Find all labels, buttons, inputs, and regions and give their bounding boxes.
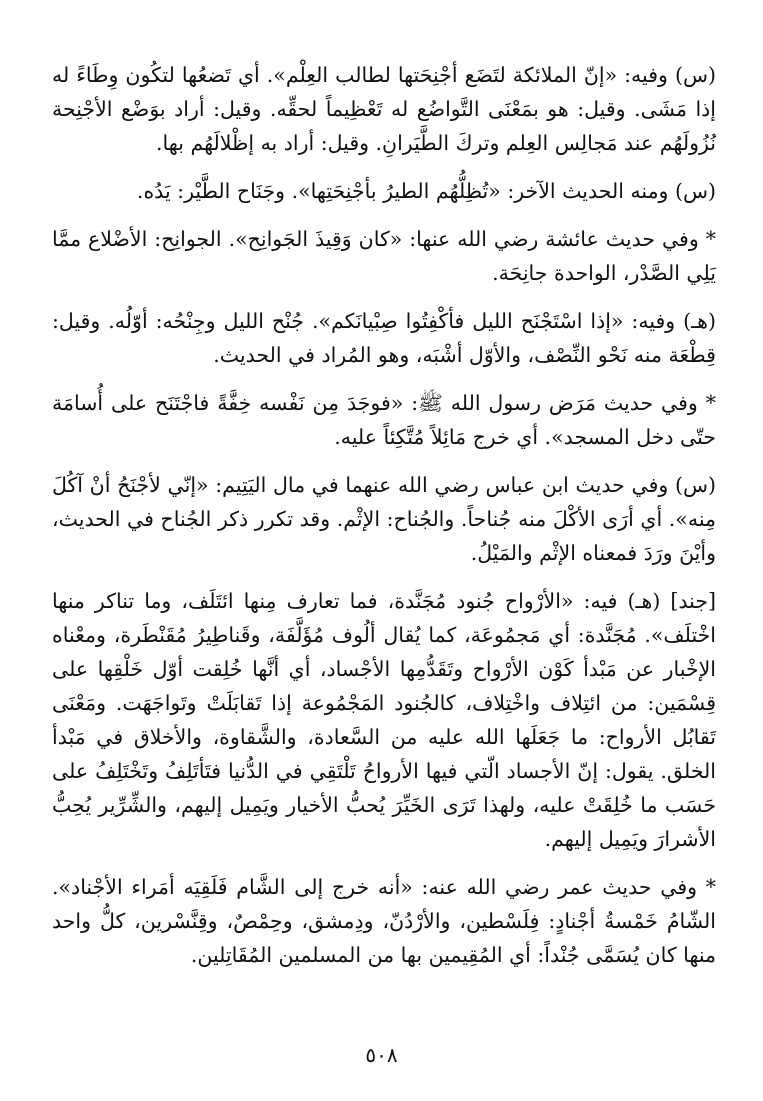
paragraph: (س) وفي حديث ابن عباس رضي الله عنهما في مال اليَتِيم: «إنّي لأجْنَحُ أنْ آكُلَ مِنه». أي أرَى الأكْلَ منه جُناحاً. والجُناح: الإثْم. وقد تكرر ذكر الجُناح في الحديث، وأيْنَ ورَدَ فمعناه الإثْم والمَيْلُ. (52, 473, 716, 565)
paragraph: * وفي حديث عمر رضي الله عنه: «أنه خرج إلى الشَّام فَلَقِيَه أمَراء الأجْناد». الشّامُ خَمْسةُ أجْنادٍ: فِلَسْطين، والأرْدُنّ، ودِمشق، وحِمْصٌ، وقِنَّسْرين، كلُّ واحد منها كان يُسَمَّى جُنْداً: أي المُقِيمين بها من المسلمين المُقَاتِلين. (52, 875, 716, 967)
paragraph: (هـ) وفيه: «إذا اسْتَجْنَح الليل فأكْفِتُوا صِبْيانَكم». جُنْح الليل وجِنْحُه: أوّلُه. وقيل: قِطْعَة منه نَحْو النِّصْف، والأوّل أشْبَه، وهو المُراد في الحديث. (52, 309, 716, 367)
page-number: ٥٠٨ (365, 1043, 398, 1067)
paragraph: * وفي حديث مَرَض رسول الله ﷺ: «فوجَدَ مِن نَفْسه خِفَّةً فاجْتَنَح على أُسامَة حتّى دخل المسجد». أي خرج مَائِلاً مُتَّكِئاً عليه. (52, 391, 716, 449)
paragraph: (س) وفيه: «إنّ الملائكة لتَضَع أجْنِحَتها لطالب العِلْم». أي تَضعُها لتكُون وِطَاءً له إذا مَشَى. وقيل: هو بمَعْنَى التَّواضُع له تَعْظِيماً لحقِّه. وقيل: أراد بوَضْع الأجْنِحة نُزُولَهُم عند مَجالِس العِلم وتركَ الطَّيَرانِ. وقيل: أراد به إظْلالَهُم بها. (52, 63, 716, 155)
paragraph: [جند] (هـ) فيه: «الأرْواح جُنود مُجَنَّدة، فما تعارف مِنها ائتَلَف، وما تناكر منها اخْتلَف». مُجَنَّدة: أي مَجمُوعَة، كما يُقال ألُوف مُؤَلَّفَة، وقَناطِيرُ مُقَنْطَرة، ومعْناه الإخْبار عن مَبْدأ كَوْن الأرْواح وتَقَدُّمِها الأجْساد، أي أنَّها خُلِقت أوّل خَلْقِها على قِسْمَين: من ائتِلاف واخْتِلاف، كالجُنود المَجْمُوعة إذا تَقابَلَتْ وتَواجَهَت. ومَعْنَى تَقابُل الأرواح: ما جَعَلَها الله عليه من السَّعادة، والشَّقاوة، والأخلاق في مَبْدأ الخلق. يقول: إنّ الأجساد الّتي فيها الأرواحُ تَلْتَقِي في الدُّنيا فتَأتَلِفُ وتَخْتَلِفُ على حَسَب ما خُلِقَتْ عليه، ولهذا تَرَى الخَيِّرَ يُحبُّ الأخيار ويَمِيل إليهم، والشِّرِّير يُحِبُّ الأشرارَ ويَمِيل إليهم. (52, 589, 716, 851)
text-page (52, 58, 716, 986)
paragraph: (س) ومنه الحديث الآخر: «تُظِلُّهُم الطيرُ بأجْنِحَتِها». وجَنَاح الطَّيْر: يَدُه. (136, 179, 716, 203)
paragraph: * وفي حديث عائشة رضي الله عنها: «كان وَقِيذَ الجَوانِح». الجوانِح: الأضْلاع ممَّا يَلِي الصَّدْر، الواحدة جانِحَة. (52, 227, 716, 285)
